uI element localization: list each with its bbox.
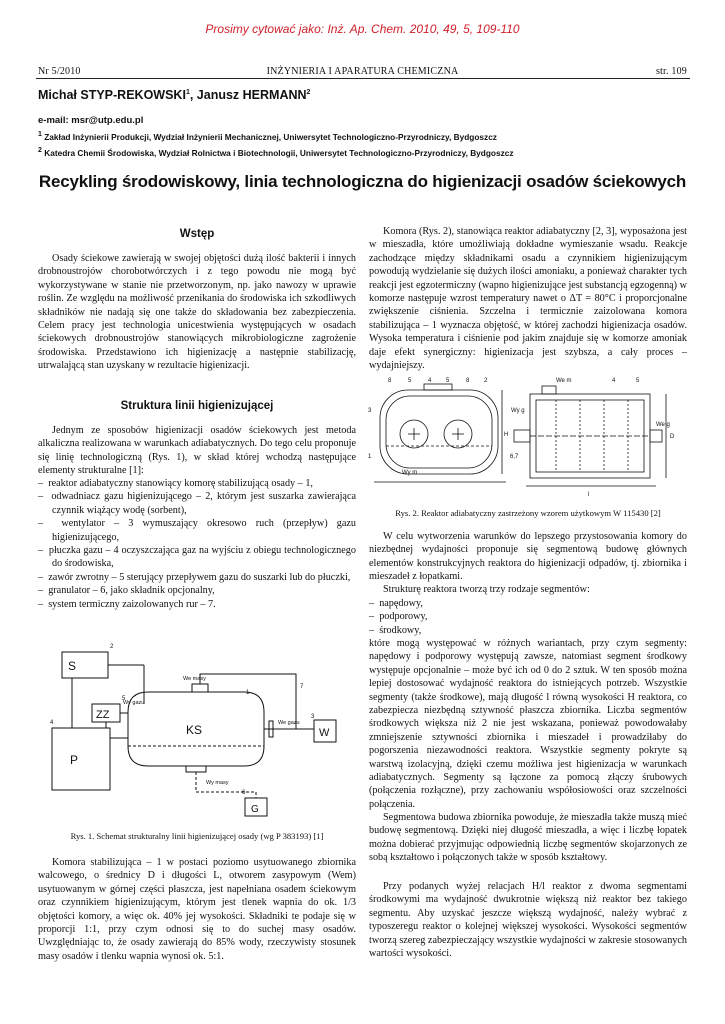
label-3: 3 xyxy=(311,714,315,720)
fig2-num-4: 4 xyxy=(428,378,432,384)
structure-intro xyxy=(369,583,687,596)
label-S: S xyxy=(68,659,77,673)
affiliation-1-text: Zakład Inżynierii Produkcji, Wydział Inżynierii Mechanicznej, Uniwersytet Technologiczno-Przyrodniczy, Bydgoszcz xyxy=(44,131,497,142)
list-item: – napędowy, xyxy=(369,597,687,610)
fig2-wy-m: Wy m xyxy=(402,470,418,476)
fig2-we-g: We g xyxy=(656,422,670,428)
label-we-masy: We masy xyxy=(183,676,206,682)
scrubber-box xyxy=(52,728,110,790)
segment-paragraph xyxy=(369,530,687,584)
author-separator: , xyxy=(189,88,197,102)
element-list xyxy=(38,477,356,611)
heading-structure: Struktura linii higienizującej xyxy=(120,400,274,412)
list-item: – zawór zwrotny – 5 sterujący przepływem gazu do suszarki lub do płuczki, xyxy=(38,571,356,584)
reactor-front-view xyxy=(386,396,492,468)
label-2: 2 xyxy=(110,644,114,650)
label-7: 7 xyxy=(300,684,304,690)
fig2-l: l xyxy=(588,492,590,498)
label-G: G xyxy=(251,804,259,815)
header-rule xyxy=(36,78,690,79)
list-item: – środkowy, xyxy=(369,624,687,637)
affiliation-1-sup: 1 xyxy=(38,131,42,138)
label-wy-gazu: Wy gazu xyxy=(123,700,145,706)
email: e-mail: msr@utp.edu.pl xyxy=(38,115,144,126)
fig2-num-5: 5 xyxy=(446,378,450,384)
reactor-text: Komora (Rys. 2), stanowiąca reaktor adiabatyczny [2, 3], wyposażona jest w mieszadła, które umożliwiają dokładne wymieszanie wsadu. Reakcje zachodzące między składnikami osadu a czynnikiem higienizującym powodują wydzielanie się dużych ilości amoniaku, a ponieważ charakter tych reakcji jest egzotermiczny (wapno higienizujące jest substancją egzogenną) w komorze następuje wzrost temperatury nawet o ΔT = 80°C i proporcjonalne zwiększenie ciśnienia. Szczelna i termicznie zaizolowana komora stabilizująca – 1 wyznacza objętość, w której zachodzi higienizacja osadów. Wysoka temperatura i ciśnienie pod jakim znajduje się w komorze amoniak daje efekt synergiczny: higienizacja jest szybsza, a cały proces – wydajniejszy. xyxy=(369,226,687,372)
citation-note: Prosimy cytować jako: Inż. Ap. Chem. 2010, 49, 5, 109-110 xyxy=(205,22,520,36)
inlet-nozzle xyxy=(192,684,208,692)
issue-number: Nr 5/2010 xyxy=(38,66,81,77)
figure-2-caption: Rys. 2. Reaktor adiabatyczny zastrzeżony wzorem użytkowym W 115430 [2] xyxy=(395,508,661,518)
figure-2-drawing xyxy=(366,372,688,502)
fig2-num-8: 8 xyxy=(388,378,392,384)
label-we-gazu: We gazu xyxy=(278,720,300,726)
label-1: 1 xyxy=(246,690,250,696)
author-2-sup: 2 xyxy=(306,88,311,96)
list-item: – płuczka gazu – 4 oczyszczająca gaz na wyjściu z obiegu technologicznego do środowiska, xyxy=(38,544,356,571)
list-item: – granulator – 6, jako składnik opcjonalny, xyxy=(38,584,356,597)
author-1-sup: 1 xyxy=(185,88,190,96)
capacity-paragraph xyxy=(369,880,687,960)
fig2-num-1: 1 xyxy=(368,454,372,460)
intro-paragraph xyxy=(38,252,356,373)
variants-paragraph xyxy=(369,637,687,811)
capacity-text: Przy podanych wyżej relacjach H/l reaktor z dwoma segmentami środkowymi ma wydajność dwukrotnie większą niż reaktor bez takiego segmentu. Aby uzyskać jeszcze większą wydajność, należy wybrać z typoszeregu reaktor o kolejnej większej wysokości. Wysokości segmentów tworzą szereg zabezpieczający wszystkie wydajności w zakresie stosowanych wartości wysokości. xyxy=(369,881,687,960)
fig2-num-3: 3 xyxy=(368,408,372,414)
fig2-num-4: 4 xyxy=(612,378,616,384)
label-wy-masy: Wy masy xyxy=(206,780,229,786)
label-5: 5 xyxy=(122,696,126,702)
heading-intro: Wstęp xyxy=(179,228,215,240)
reactor-paragraph xyxy=(369,225,687,372)
fig2-d: D xyxy=(670,434,675,440)
affiliation-1 xyxy=(38,131,497,142)
fig2-num-2: 2 xyxy=(484,378,488,384)
segment-list xyxy=(369,597,687,637)
list-item: – reaktor adiabatyczny stanowiący komorę stabilizującą osady – 1, xyxy=(38,477,356,490)
chamber-text: Komora stabilizująca – 1 w postaci poziomo usytuowanego zbiornika walcowego, o średnicy D i długości L, otworem zasypowym (Wem) usytuowanym w górnej części płaszcza, jest napełniana osadem ściekowym oraz czynnikiem higienizującym, którym jest tlenek wapnia do ok. 1/3 objętości komory, a więc ok. 40% jej wysokości. Składniki te podaje się w proporcji 1:1, przy czym odnosi się to do suchej masy osadów. Uwzględniając to, że osady zawierają do 85% wody, rzeczywisty stosunek masy osadów i tlenku wapnia wynosi ok. 5:1. xyxy=(38,857,356,962)
label-P: P xyxy=(70,753,79,767)
fig2-num-8: 8 xyxy=(466,378,470,384)
list-item: – podporowy, xyxy=(369,610,687,623)
figure-1-caption: Rys. 1. Schemat strukturalny linii higienizującej osady (wg P 383193) [1] xyxy=(70,831,324,841)
paper-title: Recykling środowiskowy, linia technologiczna do higienizacji osadów ściekowych xyxy=(38,172,687,191)
journal-name: INŻYNIERIA I APARATURA CHEMICZNA xyxy=(266,66,459,77)
fig2-h: H xyxy=(504,432,509,438)
fig2-num-67: 6,7 xyxy=(510,454,519,460)
fig2-num-5: 5 xyxy=(408,378,412,384)
intro-text: Osady ściekowe zawierają w swojej objętości dużą ilość bakterii i innych drobnoustrojów chorobotwórczych i z tego powodu nie mogą być wykorzystywane w stanie nie przetworzonym, np. jako nawozy w uprawie roślin. Ze względu na możliwość przenikania do środowiska ich szkodliwych składników nie nadają się one także do składowania bez zabezpieczenia. Celem pracy jest technologia unicestwienia występujących w osadach ściekowych drobnoustrojów stanowiących mikrobiologiczne zagrożenie środowiska. Przedstawiono ich higienizację a następnie stabilizację, utrwalającą stan uzyskany w rezultacie higienizacji. xyxy=(38,253,356,372)
label-ZZ: ZZ xyxy=(96,709,110,721)
chamber-paragraph xyxy=(38,856,356,963)
mixer-text: Segmentowa budowa zbiornika powoduje, że mieszadła także muszą mieć budowę segmentową. Dzięki niej długość mieszadła, a więc i liczbę łopatek można dobierać przyjmując odpowiednią liczbę segmentów skojarzonych ze sobą kształtowo i połączonych także w sposób kształtowy. xyxy=(369,812,687,864)
fig2-wy-g: Wy g xyxy=(511,408,525,414)
affiliation-2 xyxy=(38,147,514,158)
list-item: – system termiczny zaizolowanych rur – 7. xyxy=(38,598,356,611)
list-item: – odwadniacz gazu higienizującego – 2, którym jest suszarka zawierająca czynnik wiążący wodę (sorbent), xyxy=(38,490,356,517)
author-2: Janusz HERMANN xyxy=(196,88,307,102)
page-number: str. 109 xyxy=(655,66,687,77)
label-6: 6 xyxy=(242,790,246,796)
structure-text: Jednym ze sposobów higienizacji osadów ściekowych jest metoda alkaliczna realizowana w warunkach adiabatycznych. Do tego celu proponuje się linię technologiczną (Rys. 1), w skład której wchodzą następujące elementy strukturalne [1]: xyxy=(38,425,356,477)
list-item: – wentylator – 3 wymuszający okresowo ruch (przepływ) gazu higienizującego, xyxy=(38,517,356,544)
fig2-num-5: 5 xyxy=(636,378,640,384)
segment-text: W celu wytworzenia warunków do lepszego przystosowania komory do niezbędnej wydajności proponuje się segmentową budowę głównych elementów konstrukcyjnych reaktora do higienizacji odpadów, tj. zbiornika i mieszadeł z łopatkami. xyxy=(369,531,687,583)
label-4: 4 xyxy=(50,720,54,726)
label-W: W xyxy=(319,727,330,739)
figure-1-schematic xyxy=(46,634,346,824)
affiliation-2-text: Katedra Chemii Środowiska, Wydział Rolnictwa i Biotechnologii, Uniwersytet Technologiczno-Przyrodniczy, Bydgoszcz xyxy=(44,147,514,158)
structure-paragraph xyxy=(38,424,356,478)
affiliation-2-sup: 2 xyxy=(38,147,42,154)
variants-text: które mogą występować w różnych wariantach, przy czym segmenty: napędowy i podporowy występują zawsze, natomiast segment środkowy występuje opcjonalnie – może być ich od 0 do 2 sztuk. W ten sposób można lepiej dostosować wydajność reaktora do istniejących potrzeb. Wszystkie segmenty (także środkowe), mają długość l równą wysokości H reaktora, co zabezpiecza niezbędną sztywność płaszcza zbiornika. Liczba segmentów środkowych większa niż 2 nie jest wskazana, ponieważ powodowałaby zmniejszenie sztywności zbiornika i mieszadeł i prowadziłaby do pogorszenia niezawodności reaktora. Wszystkie segmenty pokryte są warstwą izolacyjną, dzięki czemu możliwa jest higienizacja w warunkach adiabatycznych. Segmenty są łączone za pomocą złączy śrubowych (połączenia rozłączne), przy zachowaniu współosiowości oraz szczelności połączenia. xyxy=(369,638,687,810)
authors xyxy=(38,88,310,102)
label-KS: KS xyxy=(186,723,203,737)
author-1: Michał STYP-REKOWSKI xyxy=(38,88,186,102)
fig2-we-m: We m xyxy=(556,378,572,384)
mixer-paragraph xyxy=(369,811,687,865)
structure-intro-text: Strukturę reaktora tworzą trzy rodzaje segmentów: xyxy=(383,584,590,595)
